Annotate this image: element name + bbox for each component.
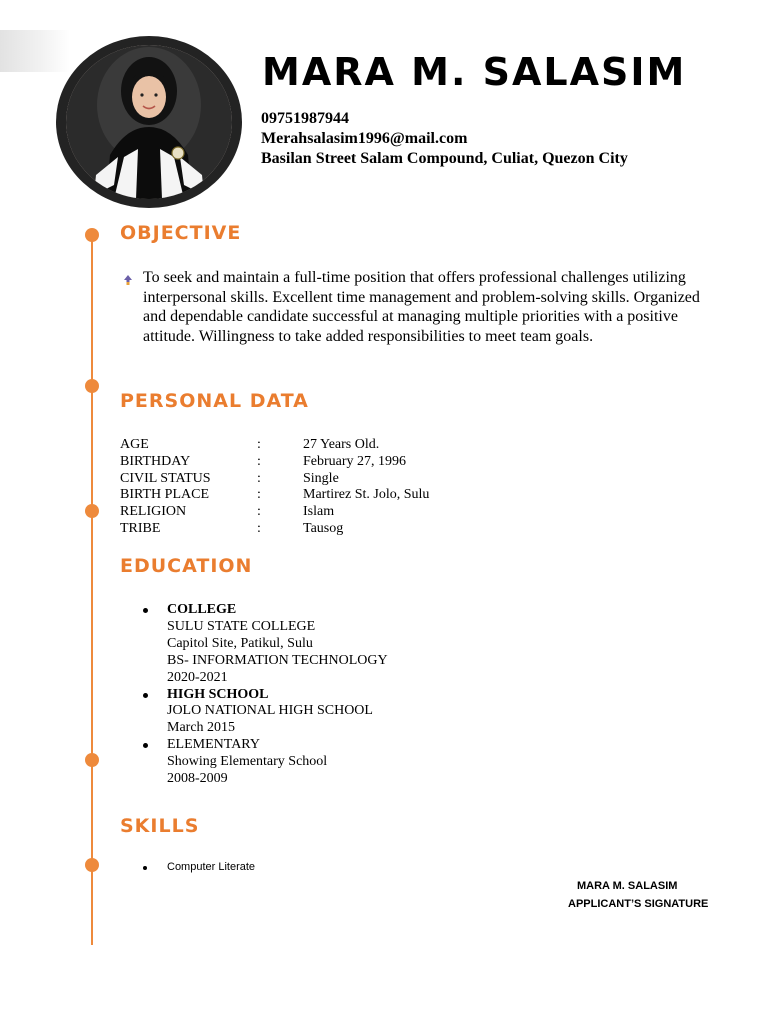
graduate-portrait-image xyxy=(66,45,232,199)
pd-label: AGE xyxy=(120,437,149,452)
pd-value: Martirez St. Jolo, Sulu xyxy=(303,487,430,503)
education-line: JOLO NATIONAL HIGH SCHOOL xyxy=(167,703,373,719)
objective-heading: OBJECTIVE xyxy=(120,222,242,244)
pd-value: 27 Years Old. xyxy=(303,437,380,452)
pd-separator: : xyxy=(257,504,261,520)
pd-label: CIVIL STATUS xyxy=(120,470,211,486)
pd-separator: : xyxy=(257,470,261,486)
education-line: Capitol Site, Patikul, Sulu xyxy=(167,635,313,651)
signature-name: MARA M. SALASIM xyxy=(577,880,678,892)
home-address: Basilan Street Salam Compound, Culiat, Quezon City xyxy=(261,150,628,167)
timeline-dot-skills xyxy=(85,858,99,872)
education-line: Showing Elementary School xyxy=(167,754,328,770)
profile-photo-frame xyxy=(56,36,242,208)
timeline-line xyxy=(91,232,93,945)
bullet-icon xyxy=(143,608,148,613)
skills-list xyxy=(143,861,255,873)
timeline-dot-personal-data xyxy=(85,379,99,393)
timeline-dot-objective xyxy=(85,228,99,242)
education-list xyxy=(143,602,388,788)
profile-photo xyxy=(66,45,232,199)
pd-separator: : xyxy=(257,487,261,503)
timeline-dot-education xyxy=(85,504,99,518)
phone-number: 09751987944 xyxy=(261,110,349,127)
corner-decoration xyxy=(0,30,70,72)
education-line: March 2015 xyxy=(167,720,236,736)
personal-data-heading: PERSONAL DATA xyxy=(120,390,309,412)
email-address: Merahsalasim1996@mail.com xyxy=(261,130,468,147)
education-item-college xyxy=(143,602,388,687)
education-level: ELEMENTARY xyxy=(167,737,260,753)
education-heading: EDUCATION xyxy=(120,555,253,577)
education-level: HIGH SCHOOL xyxy=(167,686,269,702)
bullet-icon xyxy=(143,866,147,870)
pd-value: Islam xyxy=(303,504,335,520)
bullet-icon xyxy=(143,693,148,698)
pd-label: TRIBE xyxy=(120,520,161,536)
education-line: SULU STATE COLLEGE xyxy=(167,618,316,634)
pd-separator: : xyxy=(257,437,261,452)
education-line: BS- INFORMATION TECHNOLOGY xyxy=(167,652,388,668)
pd-label: BIRTHDAY xyxy=(120,453,191,469)
pd-label: RELIGION xyxy=(120,504,187,520)
arrow-bullet-icon xyxy=(122,274,134,286)
education-line: 2020-2021 xyxy=(167,669,228,685)
education-level: COLLEGE xyxy=(167,602,237,617)
objective-block xyxy=(122,268,712,346)
applicant-name: MARA M. SALASIM xyxy=(262,50,687,94)
pd-separator: : xyxy=(257,520,261,536)
signature-caption: APPLICANT’S SIGNATURE xyxy=(568,898,709,910)
skill-text: Computer Literate xyxy=(167,861,256,873)
timeline-dot-education-end xyxy=(85,753,99,767)
education-item-high-school xyxy=(143,687,388,738)
pd-value: February 27, 1996 xyxy=(303,453,407,469)
pd-separator: : xyxy=(257,453,261,469)
objective-text: To seek and maintain a full-time position that offers professional challenges utilizing interpersonal skills. Excellent time management and problem-solving skills. Organized and dependable candidate successful at managing multiple priorities with a positive attitude. Willingness to take added responsibilities to meet team goals. xyxy=(143,269,700,345)
bullet-icon xyxy=(143,743,148,748)
skill-item xyxy=(143,861,255,873)
pd-label: BIRTH PLACE xyxy=(120,487,209,503)
education-item-elementary xyxy=(143,737,388,788)
skills-heading: SKILLS xyxy=(120,815,200,837)
pd-value: Single xyxy=(303,470,339,486)
education-line: 2008-2009 xyxy=(167,771,228,787)
pd-value: Tausog xyxy=(303,520,344,536)
